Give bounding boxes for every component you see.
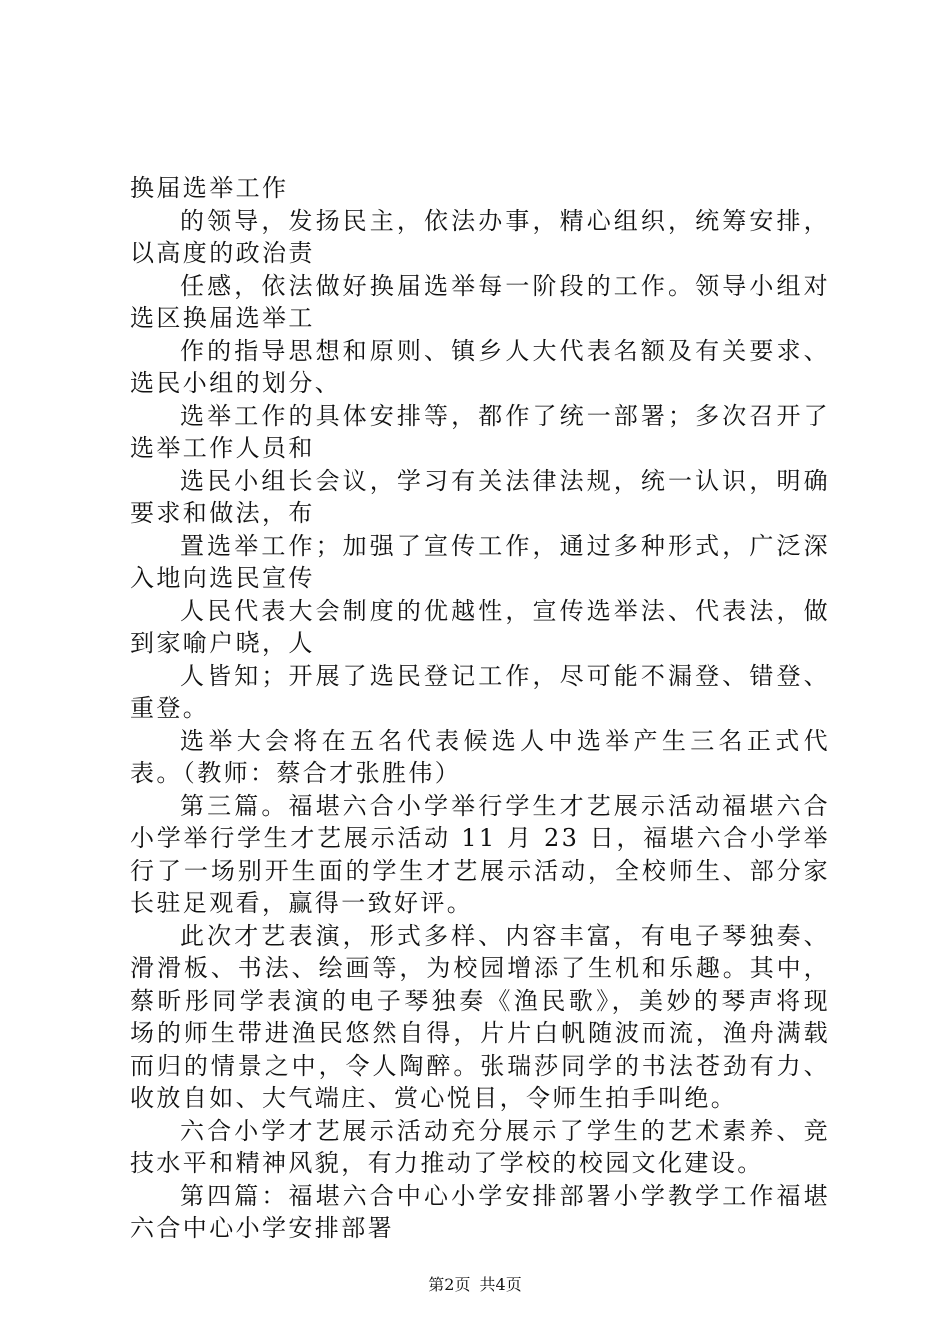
paragraph: 第四篇：福堪六合中心小学安排部署小学教学工作福堪六合中心小学安排部署 <box>130 1181 830 1242</box>
paragraph: 任感，依法做好换届选举每一阶段的工作。领导小组对选区换届选举工 <box>130 271 830 332</box>
paragraph: 第三篇。福堪六合小学举行学生才艺展示活动福堪六合小学举行学生才艺展示活动 11 月 23 日，福堪六合小学举行了一场别开生面的学生才艺展示活动，全校师生、部分家长驻足观看，赢得一致好评。 <box>130 791 830 917</box>
paragraph: 此次才艺表演，形式多样、内容丰富，有电子琴独奏、滑滑板、书法、绘画等，为校园增添了生机和乐趣。其中，蔡昕彤同学表演的电子琴独奏《渔民歌》，美妙的琴声将现场的师生带进渔民悠然自得，片片白帆随波而流，渔舟满载而归的情景之中，令人陶醉。张瑞莎同学的书法苍劲有力、收放自如、大气端庄、赏心悦目，令师生拍手叫绝。 <box>130 921 830 1112</box>
paragraph: 换届选举工作 <box>130 174 289 202</box>
page-number: 第2页 <box>428 1275 471 1294</box>
paragraph: 置选举工作；加强了宣传工作，通过多种形式，广泛深入地向选民宣传 <box>130 531 830 592</box>
document-body <box>130 172 830 1245</box>
paragraph: 的领导，发扬民主，依法办事，精心组织，统筹安排，以高度的政治责 <box>130 206 830 267</box>
page-total: 共4页 <box>479 1275 522 1294</box>
paragraph: 六合小学才艺展示活动充分展示了学生的艺术素养、竞技水平和精神风貌，有力推动了学校的校园文化建设。 <box>130 1116 830 1177</box>
paragraph: 选举大会将在五名代表候选人中选举产生三名正式代表。（教师：蔡合才张胜伟） <box>130 726 830 787</box>
paragraph: 选民小组长会议，学习有关法律法规，统一认识，明确要求和做法，布 <box>130 466 830 527</box>
paragraph: 人民代表大会制度的优越性，宣传选举法、代表法，做到家喻户晓，人 <box>130 596 830 657</box>
page-footer <box>0 1272 950 1295</box>
paragraph: 人皆知；开展了选民登记工作，尽可能不漏登、错登、重登。 <box>130 661 830 722</box>
paragraph: 选举工作的具体安排等，都作了统一部署；多次召开了选举工作人员和 <box>130 401 830 462</box>
paragraph: 作的指导思想和原则、镇乡人大代表名额及有关要求、选民小组的划分、 <box>130 336 830 397</box>
